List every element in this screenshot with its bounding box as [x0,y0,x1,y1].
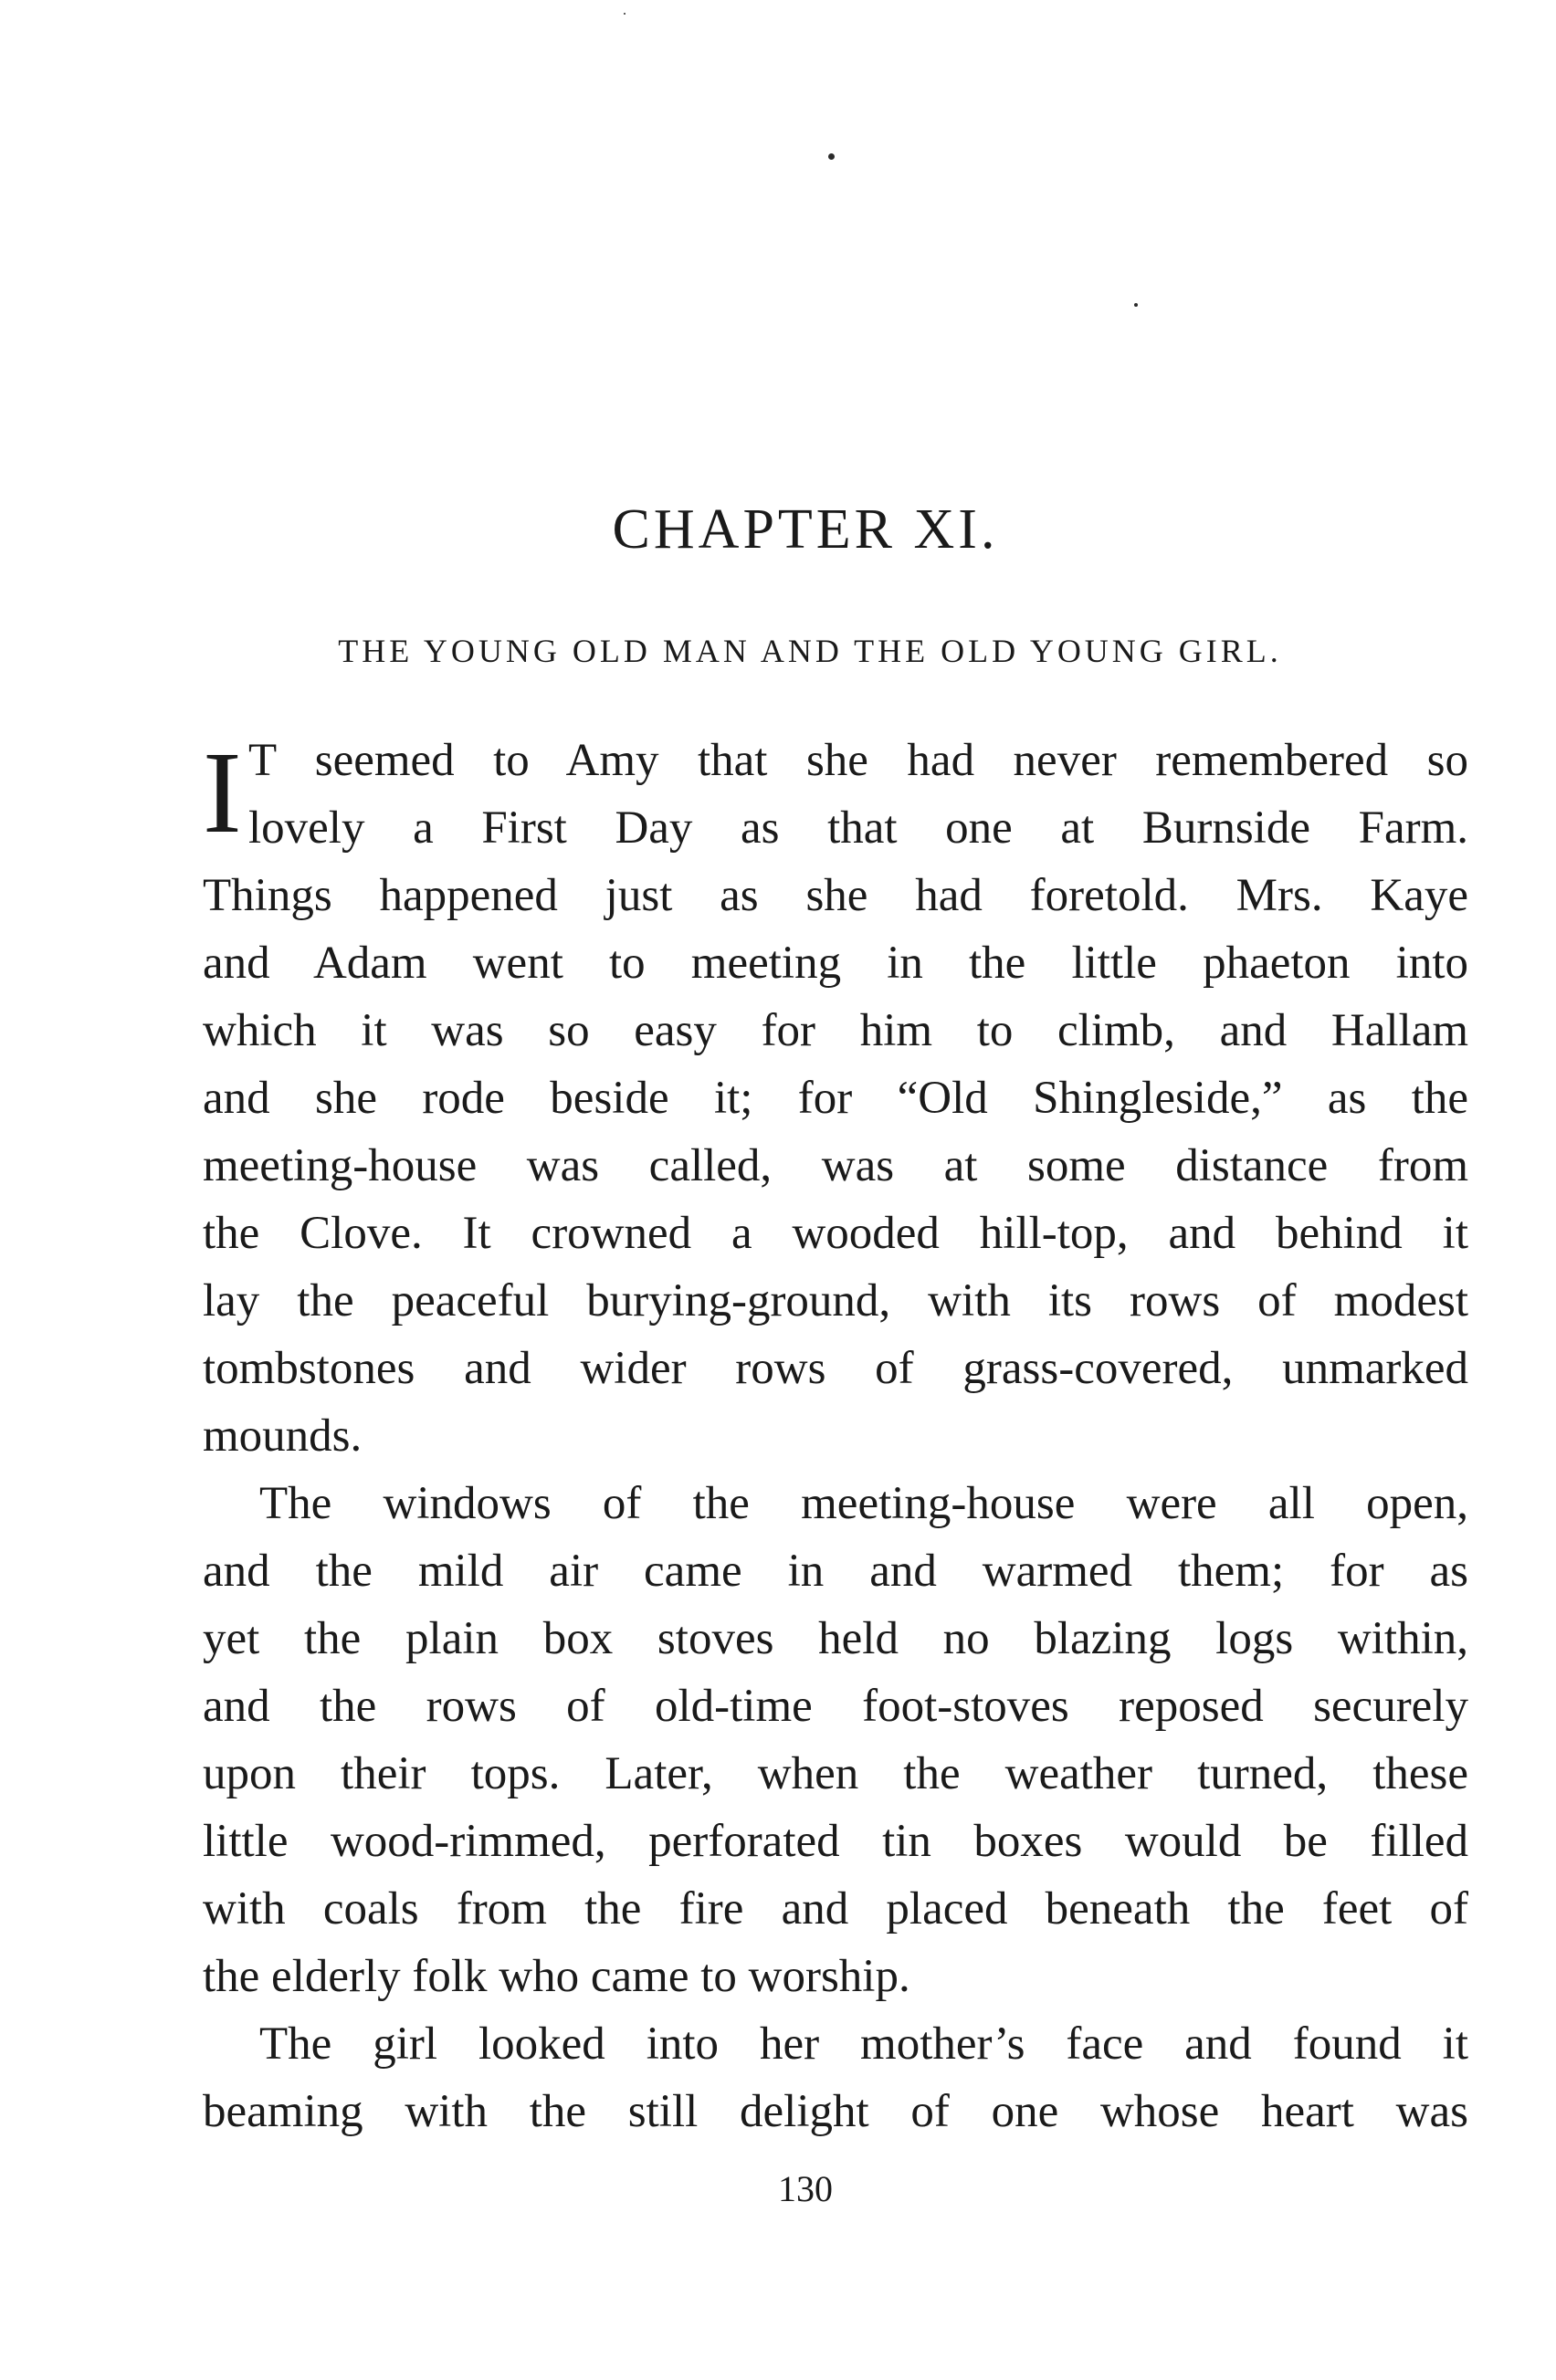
text-line: the Clove. It crowned a wooded hill-top, and behind it [203,1208,1468,1259]
text-line: and the mild air came in and warmed them; for as [203,1546,1468,1597]
text-line: beaming with the still delight of one whose heart was [203,2086,1468,2137]
text-line: The windows of the meeting-house were all open, [259,1478,1468,1529]
text-line: meeting-house was called, was at some distance from [203,1140,1468,1191]
drop-cap-block [203,727,1468,862]
text-line: little wood-rimmed, perforated tin boxes would be filled [203,1816,1468,1867]
print-speck [1134,303,1138,307]
print-speck [828,153,835,160]
paragraph [203,2010,1468,2145]
text-line: mounds. [203,1410,363,1462]
text-line: lovely a First Day as that one at Burnside Farm. [248,802,1468,854]
text-line: and the rows of old-time foot-stoves reposed securely [203,1681,1468,1732]
text-line: Things happened just as she had foretold. Mrs. Kaye [203,870,1468,921]
chapter-heading: CHAPTER XI. [612,498,999,561]
text-line: which it was so easy for him to climb, and Hallam [203,1005,1468,1056]
text-line: upon their tops. Later, when the weather turned, these [203,1748,1468,1799]
text-line: and Adam went to meeting in the little phaeton into [203,938,1468,989]
text-line: and she rode beside it; for “Old Shingleside,” as the [203,1073,1468,1124]
text-line: The girl looked into her mother’s face and found it [259,2018,1468,2070]
body-text [203,727,1468,2145]
chapter-subtitle: THE YOUNG OLD MAN AND THE OLD YOUNG GIRL. [338,633,1282,669]
text-line: the elderly folk who came to worship. [203,1951,910,2002]
text-line: T seemed to Amy that she had never remembered so [248,735,1468,786]
text-line: with coals from the fire and placed beneath the feet of [203,1883,1468,1934]
page-number: 130 [778,2168,833,2209]
drop-cap: I [203,728,242,857]
text-line: lay the peaceful burying-ground, with its rows of modest [203,1275,1468,1326]
paragraph [203,1470,1468,2010]
paragraph [203,727,1468,1470]
text-line: tombstones and wider rows of grass-covered, unmarked [203,1343,1468,1394]
text-line: yet the plain box stoves held no blazing logs within, [203,1613,1468,1664]
print-speck [624,13,626,15]
